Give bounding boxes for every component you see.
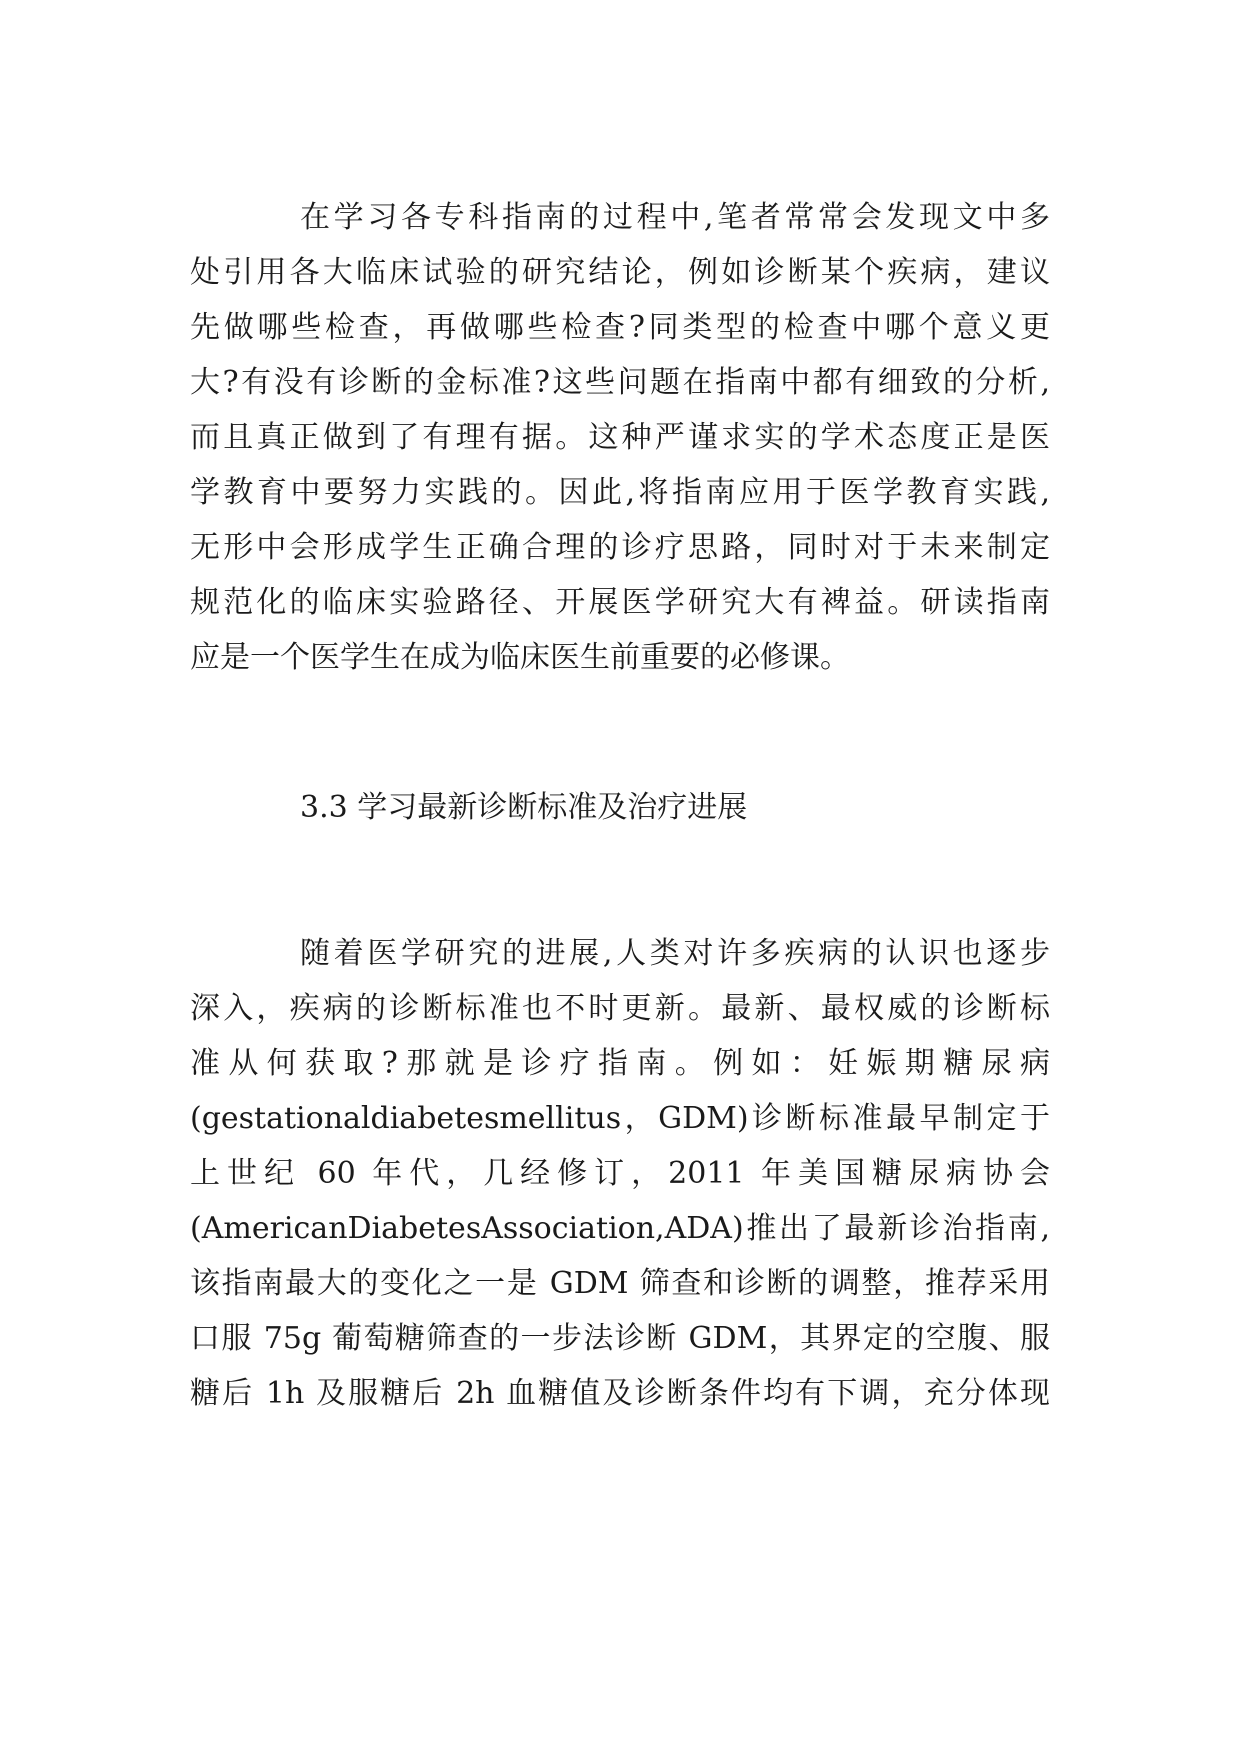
- paragraph-line: 口服 75g 葡萄糖筛查的一步法诊断 GDM，其界定的空腹、服: [190, 1321, 1050, 1356]
- section-heading: 3.3 学习最新诊断标准及治疗进展: [300, 790, 748, 825]
- paragraph-line: 学教育中要努力实践的。因此,将指南应用于医学教育实践,: [190, 475, 1050, 510]
- paragraph-line: 准从何获取?那就是诊疗指南。例如：妊娠期糖尿病: [190, 1046, 1050, 1081]
- paragraph-line: 该指南最大的变化之一是 GDM 筛查和诊断的调整，推荐采用: [190, 1266, 1050, 1301]
- paragraph-line: 随着医学研究的进展,人类对许多疾病的认识也逐步: [300, 936, 1050, 971]
- paragraph-line: 大?有没有诊断的金标准?这些问题在指南中都有细致的分析,: [190, 365, 1050, 400]
- paragraph-line: 而且真正做到了有理有据。这种严谨求实的学术态度正是医: [190, 420, 1050, 455]
- paragraph-line: 糖后 1h 及服糖后 2h 血糖值及诊断条件均有下调，充分体现: [190, 1376, 1050, 1411]
- paragraph-line: 在学习各专科指南的过程中,笔者常常会发现文中多: [300, 200, 1050, 235]
- paragraph-line: 应是一个医学生在成为临床医生前重要的必修课。: [190, 640, 850, 675]
- paragraph-line: 无形中会形成学生正确合理的诊疗思路，同时对于未来制定: [190, 530, 1050, 565]
- paragraph-line: 深入，疾病的诊断标准也不时更新。最新、最权威的诊断标: [190, 991, 1050, 1026]
- paragraph-line: 上世纪 60 年代，几经修订，2011 年美国糖尿病协会: [190, 1156, 1050, 1191]
- paragraph-line: 规范化的临床实验路径、开展医学研究大有裨益。研读指南: [190, 585, 1050, 620]
- paragraph-line: 先做哪些检查，再做哪些检查?同类型的检查中哪个意义更: [190, 310, 1050, 345]
- paragraph-line: 处引用各大临床试验的研究结论，例如诊断某个疾病，建议: [190, 255, 1050, 290]
- paragraph-line: (gestationaldiabetesmellitus，GDM)诊断标准最早制定于: [190, 1101, 1050, 1136]
- paragraph-line: (AmericanDiabetesAssociation,ADA)推出了最新诊治指南,: [190, 1211, 1050, 1246]
